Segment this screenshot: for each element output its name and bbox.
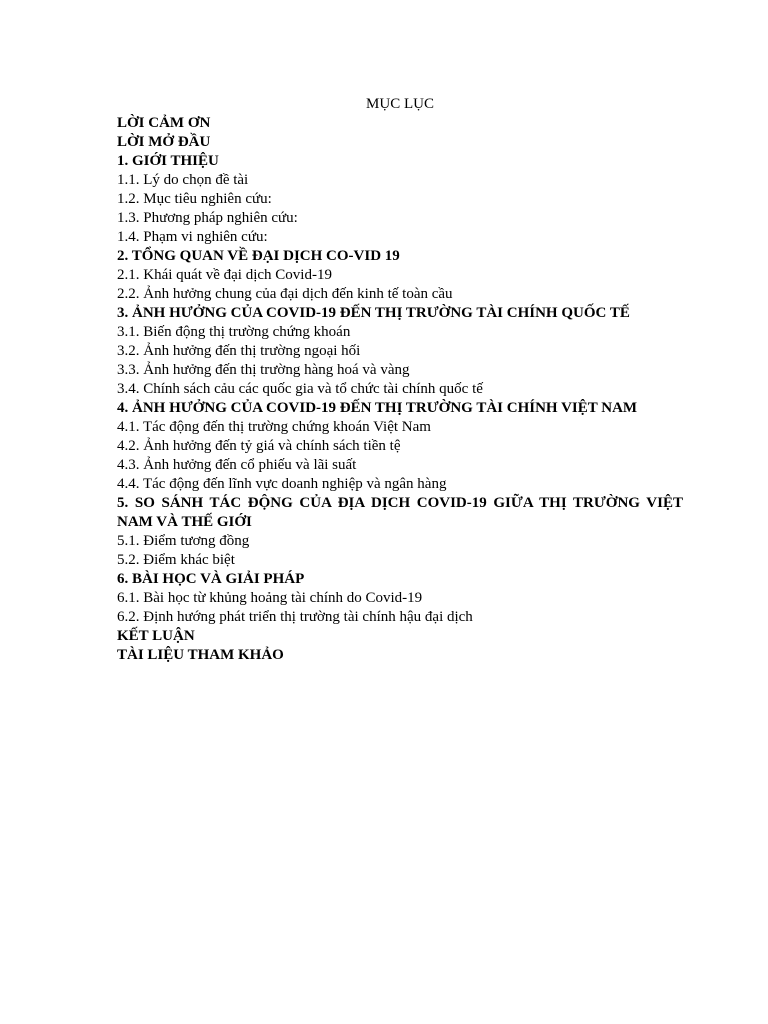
toc-entry: 4.4. Tác động đến lĩnh vực doanh nghiệp và ngân hàng [117, 476, 447, 492]
toc-entry: 4.2. Ảnh hưởng đến tỷ giá và chính sách tiền tệ [117, 438, 401, 454]
toc-entry: 4.1. Tác động đến thị trường chứng khoán Việt Nam [117, 419, 431, 435]
toc-entry: 1.4. Phạm vi nghiên cứu: [117, 229, 268, 245]
toc-entry: 6.2. Định hướng phát triển thị trường tài chính hậu đại dịch [117, 609, 473, 625]
toc-entry: 3.3. Ảnh hưởng đến thị trường hàng hoá và vàng [117, 362, 410, 378]
toc-entry: 4. ẢNH HƯỞNG CỦA COVID-19 ĐẾN THỊ TRƯỜNG TÀI CHÍNH VIỆT NAM [117, 400, 638, 416]
toc-entry: 6. BÀI HỌC VÀ GIẢI PHÁP [117, 571, 305, 587]
toc-entry: 2.2. Ảnh hưởng chung của đại dịch đến kinh tế toàn cầu [117, 286, 453, 302]
toc-entry: 3.4. Chính sách cảu các quốc gia và tổ chức tài chính quốc tế [117, 381, 483, 397]
toc-entry: 5.1. Điểm tương đồng [117, 533, 250, 549]
toc-entry: 1. GIỚI THIỆU [117, 153, 219, 169]
toc-entry: 5. SO SÁNH TÁC ĐỘNG CỦA ĐỊA DỊCH COVID-19 GIỮA THỊ TRƯỜNG VIỆT NAM VÀ THẾ GIỚI [117, 495, 683, 530]
toc-entry: LỜI MỞ ĐẦU [117, 134, 211, 150]
toc-entry: 6.1. Bài học từ khủng hoảng tài chính do Covid-19 [117, 590, 423, 606]
toc-entry: LỜI CẢM ƠN [117, 115, 211, 131]
toc-entry: 1.2. Mục tiêu nghiên cứu: [117, 191, 272, 207]
toc-title: MỤC LỤC [366, 96, 434, 112]
toc-entry: 1.3. Phương pháp nghiên cứu: [117, 210, 298, 226]
toc-entry: TÀI LIỆU THAM KHẢO [117, 647, 284, 663]
toc-entry: 2.1. Khái quát về đại dịch Covid-19 [117, 267, 332, 283]
toc-entry: 3.1. Biến động thị trường chứng khoán [117, 324, 351, 340]
toc-entry: 3.2. Ảnh hưởng đến thị trường ngoại hối [117, 343, 361, 359]
toc-entry: 5.2. Điểm khác biệt [117, 552, 235, 568]
toc-entry: 2. TỔNG QUAN VỀ ĐẠI DỊCH CO-VID 19 [117, 248, 400, 264]
toc-list [117, 114, 683, 665]
toc-entry: 4.3. Ảnh hưởng đến cổ phiếu và lãi suất [117, 457, 357, 473]
toc-entry: KẾT LUẬN [117, 628, 195, 644]
table-of-contents [117, 95, 683, 665]
toc-entry: 1.1. Lý do chọn đề tài [117, 172, 249, 188]
toc-entry: 3. ẢNH HƯỞNG CỦA COVID-19 ĐẾN THỊ TRƯỜNG TÀI CHÍNH QUỐC TẾ [117, 305, 630, 321]
